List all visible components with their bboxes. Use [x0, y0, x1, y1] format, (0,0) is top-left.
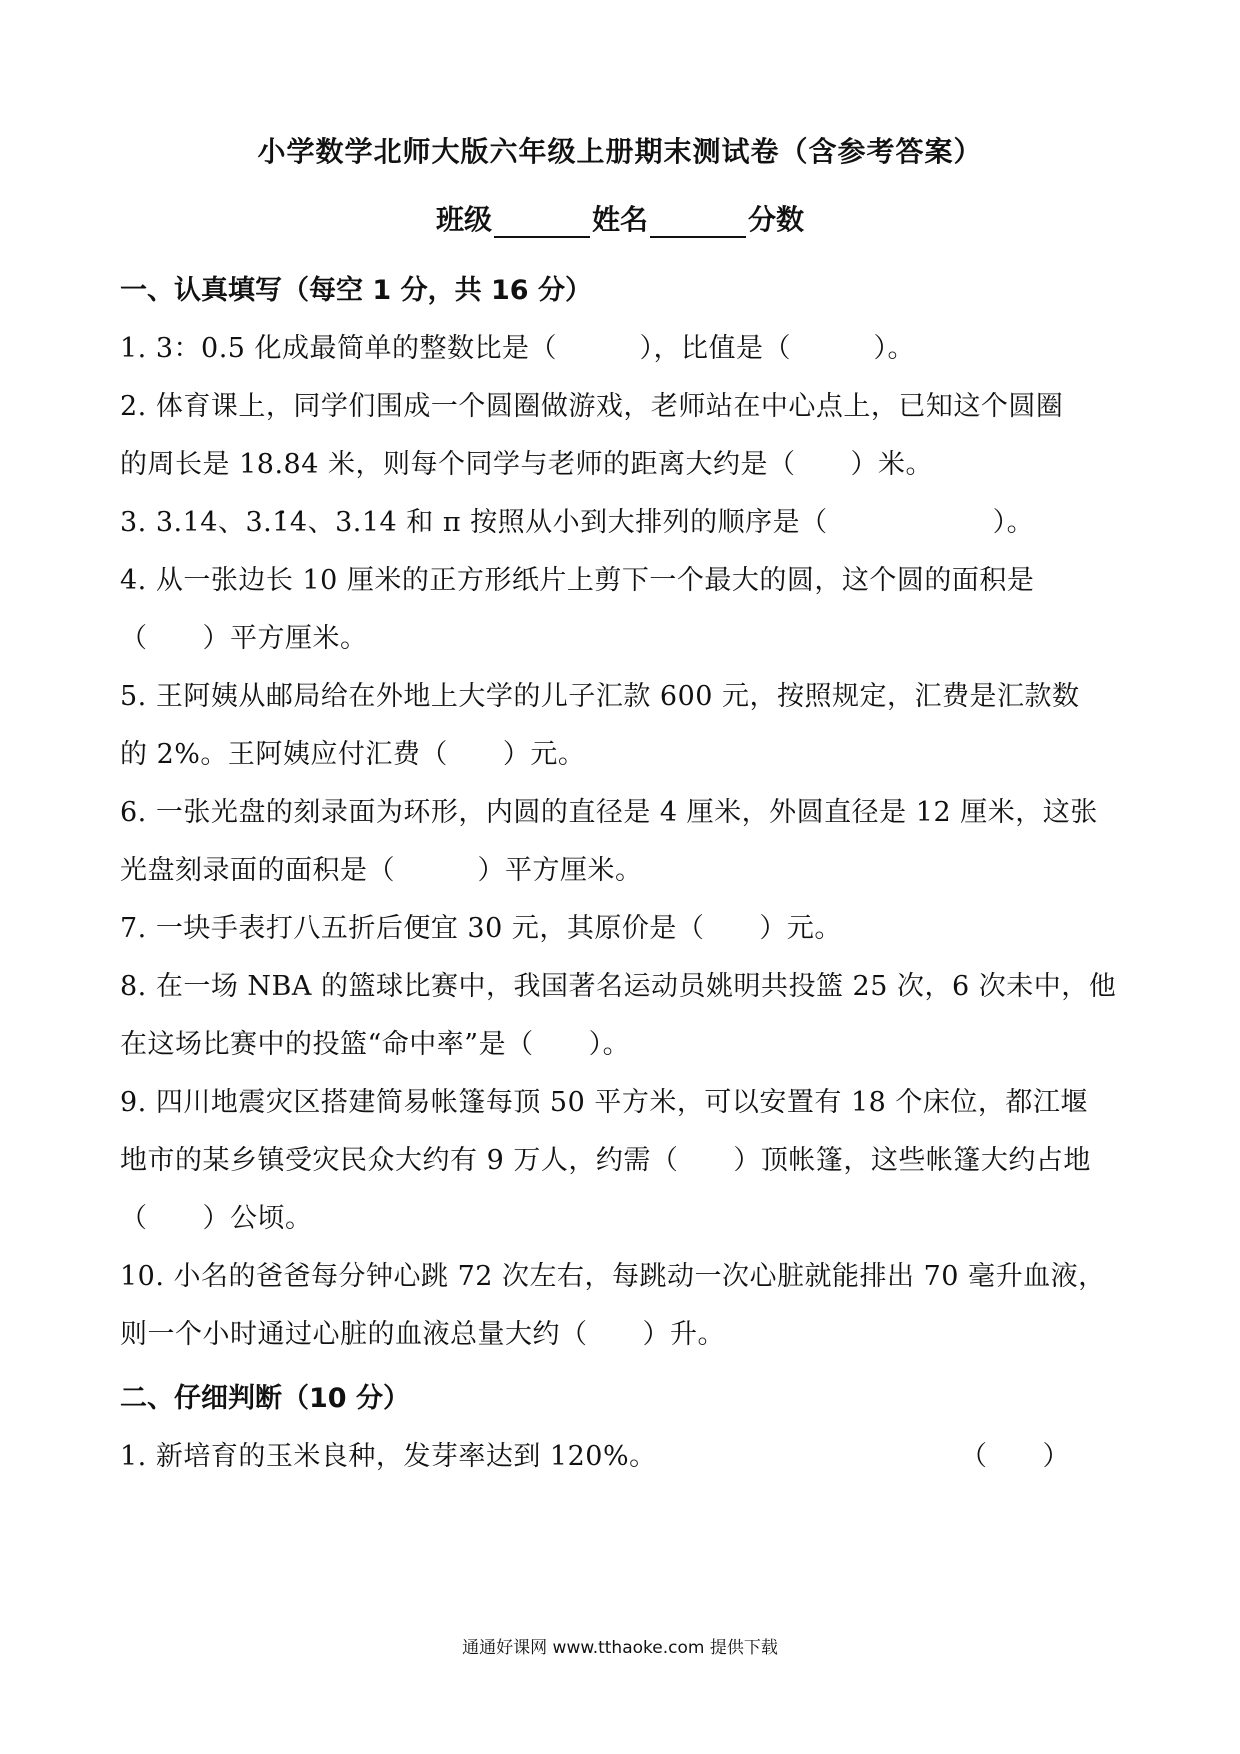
student-info-line: [0, 198, 1240, 238]
name-blank[interactable]: [650, 208, 746, 238]
question-line: 4. 从一张边长 10 厘米的正方形纸片上剪下一个最大的圆，这个圆的面积是: [120, 565, 1035, 596]
section-2-heading: 二、仔细判断（10 分）: [120, 1383, 410, 1414]
question-line: 10. 小名的爸爸每分钟心跳 72 次左右，每跳动一次心脏就能排出 70 毫升血液，: [120, 1261, 1106, 1292]
question-line: 的 2%。王阿姨应付汇费（ ）元。: [120, 739, 586, 770]
question-line: 1. 3：0.5 化成最简单的整数比是（ ），比值是（ ）。: [120, 333, 916, 364]
score-label: 分数: [748, 203, 805, 236]
page-title: 小学数学北师大版六年级上册期末测试卷（含参考答案）: [257, 135, 983, 168]
judge-item-1: [120, 1434, 1130, 1473]
question-line: 在这场比赛中的投篮“命中率”是（ ）。: [120, 1029, 631, 1060]
footer-text: 通通好课网 www.tthaoke.com 提供下载: [462, 1638, 778, 1658]
question-line: 6. 一张光盘的刻录面为环形，内圆的直径是 4 厘米，外圆直径是 12 厘米，这张: [120, 797, 1098, 828]
question-line: 8. 在一场 NBA 的篮球比赛中，我国著名运动员姚明共投篮 25 次，6 次未中，他: [120, 971, 1117, 1002]
question-line: 2. 体育课上，同学们围成一个圆圈做游戏，老师站在中心点上，已知这个圆圈: [120, 391, 1064, 422]
question-line: （ ）公顷。: [120, 1203, 313, 1234]
question-line: 3. 3.14、3.1̇4̇、3.14̇ 和 π 按照从小到大排列的顺序是（ ）。: [120, 507, 1035, 538]
question-line: 则一个小时通过心脏的血液总量大约（ ）升。: [120, 1319, 725, 1350]
name-label: 姓名: [591, 203, 648, 236]
judge-item-1-text: 1. 新培育的玉米良种，发芽率达到 120%。: [120, 1441, 657, 1472]
question-line: 7. 一块手表打八五折后便宜 30 元，其原价是（ ）元。: [120, 913, 842, 944]
class-label: 班级: [435, 203, 492, 236]
question-line: 5. 王阿姨从邮局给在外地上大学的儿子汇款 600 元，按照规定，汇费是汇款数: [120, 681, 1080, 712]
question-line: 9. 四川地震灾区搭建简易帐篷每顶 50 平方米，可以安置有 18 个床位，都江堰: [120, 1087, 1088, 1118]
question-line: （ ）平方厘米。: [120, 623, 368, 654]
section-1-heading: 一、认真填写（每空 1 分，共 16 分）: [120, 275, 592, 306]
question-line: 地市的某乡镇受灾民众大约有 9 万人，约需（ ）顶帐篷，这些帐篷大约占地: [120, 1145, 1091, 1176]
question-line: 的周长是 18.84 米，则每个同学与老师的距离大约是（ ）米。: [120, 449, 933, 480]
class-blank[interactable]: [494, 208, 590, 238]
judge-answer-box[interactable]: （ ）: [960, 1441, 1070, 1472]
question-line: 光盘刻录面的面积是（ ）平方厘米。: [120, 855, 643, 886]
